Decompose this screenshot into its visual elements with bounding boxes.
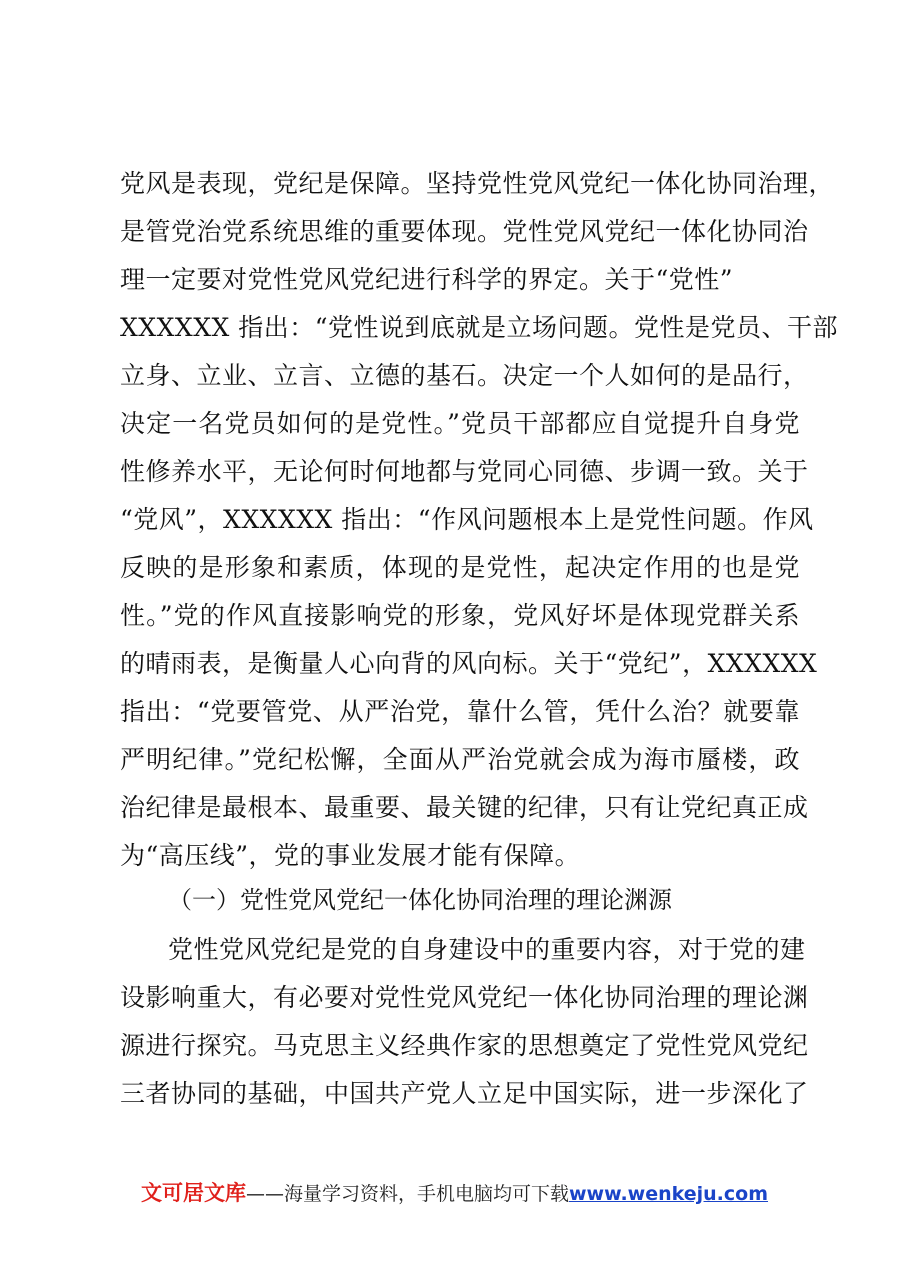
body-line: 为“高压线”，党的事业发展才能有保障。	[120, 841, 581, 870]
section-line: 设影响重大，有必要对党性党风党纪一体化协同治理的理论渊	[120, 983, 809, 1012]
section-line: 三者协同的基础，中国共产党人立足中国实际，进一步深化了	[120, 1079, 809, 1108]
body-line: “党风”，XXXXXX 指出：“作风问题根本上是党性问题。作风	[120, 505, 814, 534]
section-line: 源进行探究。马克思主义经典作家的思想奠定了党性党风党纪	[120, 1031, 809, 1060]
body-line: XXXXXX 指出：“党性说到底就是立场问题。党性是党员、干部	[120, 313, 839, 342]
body-line: 的晴雨表，是衡量人心向背的风向标。关于“党纪”，XXXXXX	[120, 649, 818, 678]
footer-link[interactable]: www.wenkeju.com	[569, 1183, 769, 1205]
body-line: 反映的是形象和素质，体现的是党性，起决定作用的也是党	[120, 553, 800, 582]
footer-slogan: ——海量学习资料，手机电脑均可下载	[245, 1183, 569, 1205]
body-line: 性修养水平，无论何时何地都与党同心同德、步调一致。关于	[120, 457, 809, 486]
body-line: 理一定要对党性党风党纪进行科学的界定。关于“党性”	[120, 265, 734, 294]
body-line: 严明纪律。”党纪松懈，全面从严治党就会成为海市蜃楼，政	[120, 745, 800, 774]
body-line: 是管党治党系统思维的重要体现。党性党风党纪一体化协同治	[120, 217, 809, 246]
body-line: 性。”党的作风直接影响党的形象，党风好坏是体现党群关系	[120, 601, 800, 630]
section-line: 党性党风党纪是党的自身建设中的重要内容，对于党的建	[168, 935, 806, 964]
body-line: 党风是表现，党纪是保障。坚持党性党风党纪一体化协同治理，	[120, 169, 835, 198]
footer-banner	[0, 1178, 909, 1209]
body-line: 治纪律是最根本、最重要、最关键的纪律，只有让党纪真正成	[120, 793, 809, 822]
body-line: 指出：“党要管党、从严治党，靠什么管，凭什么治？就要靠	[120, 697, 800, 726]
section-heading: （一）党性党风党纪一体化协同治理的理论渊源	[168, 886, 672, 914]
body-line: 决定一名党员如何的是党性。”党员干部都应自觉提升自身党	[120, 409, 800, 438]
brand-name: 文可居文库	[140, 1181, 246, 1205]
body-line: 立身、立业、立言、立德的基石。决定一个人如何的是品行，	[120, 361, 809, 390]
